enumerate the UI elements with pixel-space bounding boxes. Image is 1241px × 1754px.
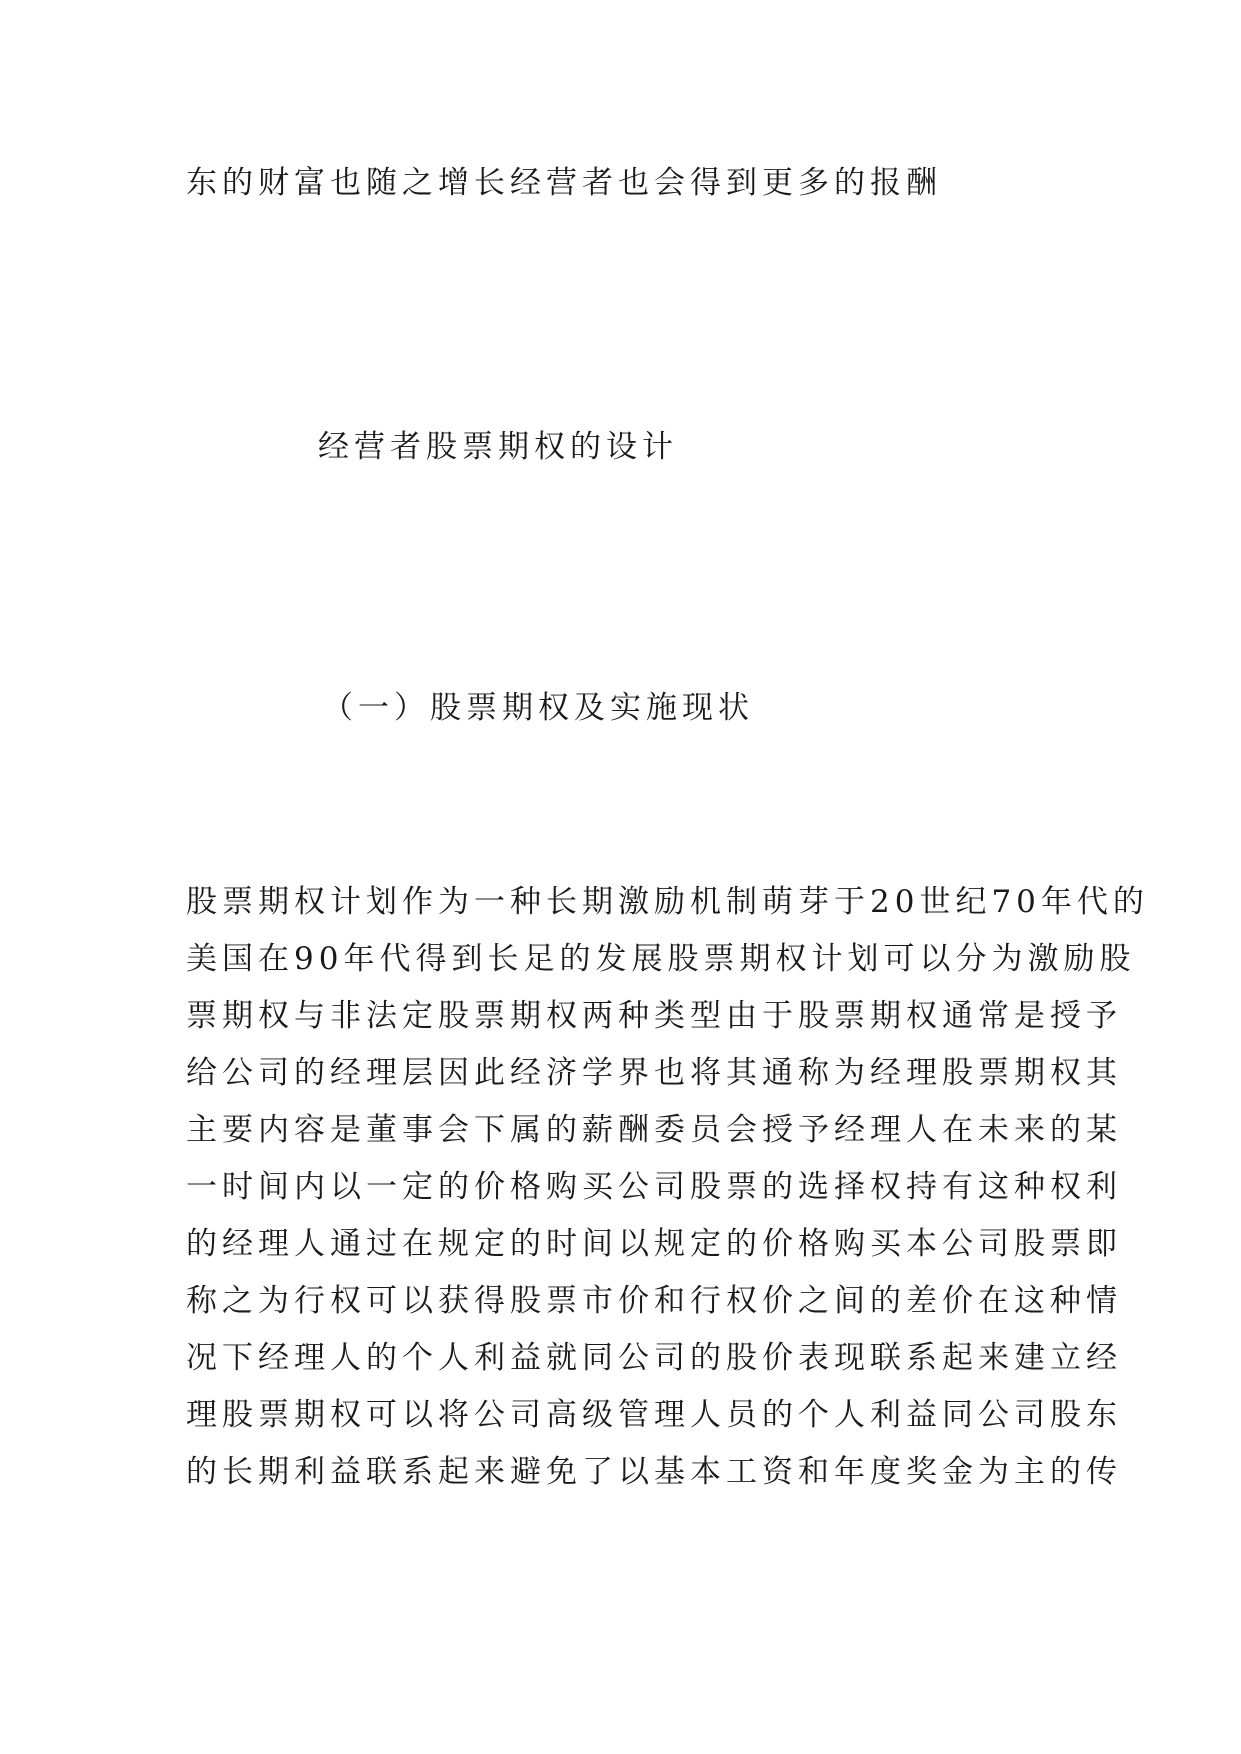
subsection-heading: （一）股票期权及实施现状 [322, 690, 754, 726]
body-line: 一时间内以一定的价格购买公司股票的选择权持有这种权利 [186, 1169, 1122, 1205]
body-line: 的经理人通过在规定的时间以规定的价格购买本公司股票即 [186, 1226, 1122, 1262]
body-line: 况下经理人的个人利益就同公司的股价表现联系起来建立经 [186, 1340, 1122, 1376]
body-line: 美国在90年代得到长足的发展股票期权计划可以分为激励股 [186, 941, 1136, 977]
body-line: 的长期利益联系起来避免了以基本工资和年度奖金为主的传 [186, 1454, 1122, 1490]
body-paragraph [186, 874, 1149, 1501]
body-line: 理股票期权可以将公司高级管理人员的个人利益同公司股东 [186, 1397, 1122, 1433]
body-line: 股票期权计划作为一种长期激励机制萌芽于20世纪70年代的 [186, 884, 1149, 920]
body-line: 票期权与非法定股票期权两种类型由于股票期权通常是授予 [186, 998, 1122, 1034]
body-line: 给公司的经理层因此经济学界也将其通称为经理股票期权其 [186, 1055, 1122, 1091]
section-heading: 经营者股票期权的设计 [318, 429, 678, 465]
body-line: 主要内容是董事会下属的薪酬委员会授予经理人在未来的某 [186, 1112, 1122, 1148]
body-line: 称之为行权可以获得股票市价和行权价之间的差价在这种情 [186, 1283, 1122, 1319]
paragraph-continuation: 东的财富也随之增长经营者也会得到更多的报酬 [186, 165, 942, 201]
